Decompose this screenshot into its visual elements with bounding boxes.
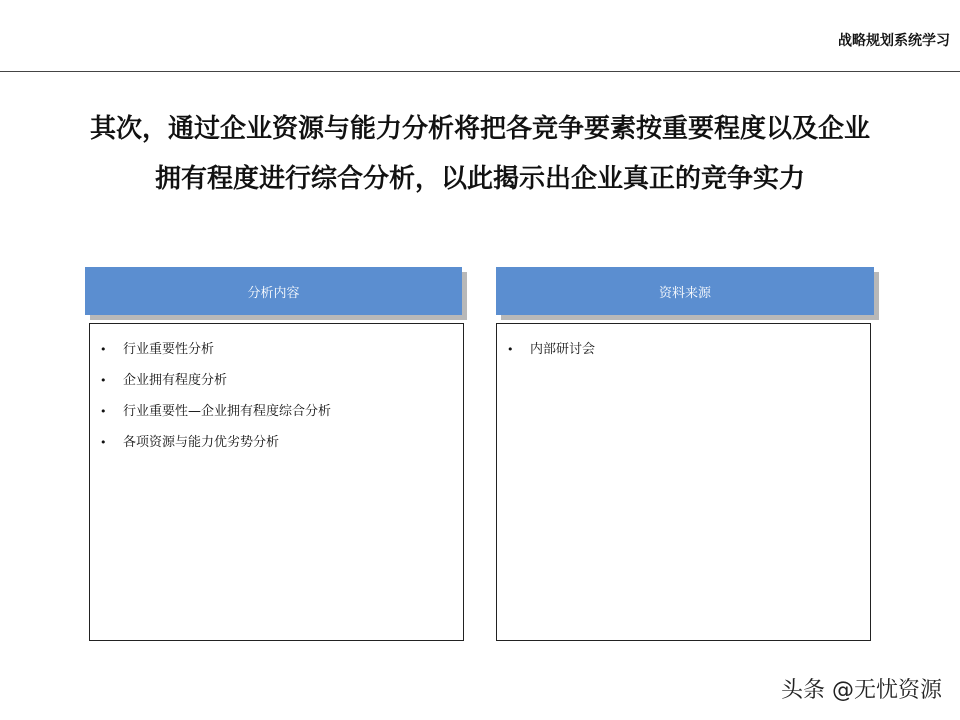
data-source-list	[497, 324, 870, 365]
analysis-content-header: 分析内容	[85, 267, 462, 315]
watermark: 头条 @无忧资源	[781, 678, 942, 703]
analysis-content-list	[90, 324, 463, 458]
analysis-content-panel	[89, 323, 464, 641]
list-item-text: 企业拥有程度分析	[123, 373, 228, 388]
data-source-panel	[496, 323, 871, 641]
list-item	[98, 427, 463, 458]
headline-line-1: 其次，通过企业资源与能力分析将把各竞争要素按重要程度以及企业	[89, 114, 870, 144]
list-item	[505, 334, 870, 365]
header-label: 战略规划系统学习	[838, 33, 950, 49]
header-divider	[0, 71, 960, 72]
bullet-icon: •	[507, 343, 514, 356]
bullet-icon: •	[100, 374, 107, 387]
list-item-text: 各项资源与能力优劣势分析	[123, 435, 280, 450]
list-item	[98, 365, 463, 396]
bullet-icon: •	[100, 436, 107, 449]
bullet-icon: •	[100, 405, 107, 418]
list-item	[98, 334, 463, 365]
list-item	[98, 396, 463, 427]
list-item-text: 内部研讨会	[530, 342, 596, 357]
list-item-text: 行业重要性—企业拥有程度综合分析	[123, 404, 332, 419]
data-source-header: 资料来源	[496, 267, 874, 315]
list-item-text: 行业重要性分析	[123, 342, 215, 357]
headline-line-2: 拥有程度进行综合分析，以此揭示出企业真正的竞争实力	[154, 164, 805, 194]
bullet-icon: •	[100, 343, 107, 356]
slide-headline	[0, 104, 960, 204]
